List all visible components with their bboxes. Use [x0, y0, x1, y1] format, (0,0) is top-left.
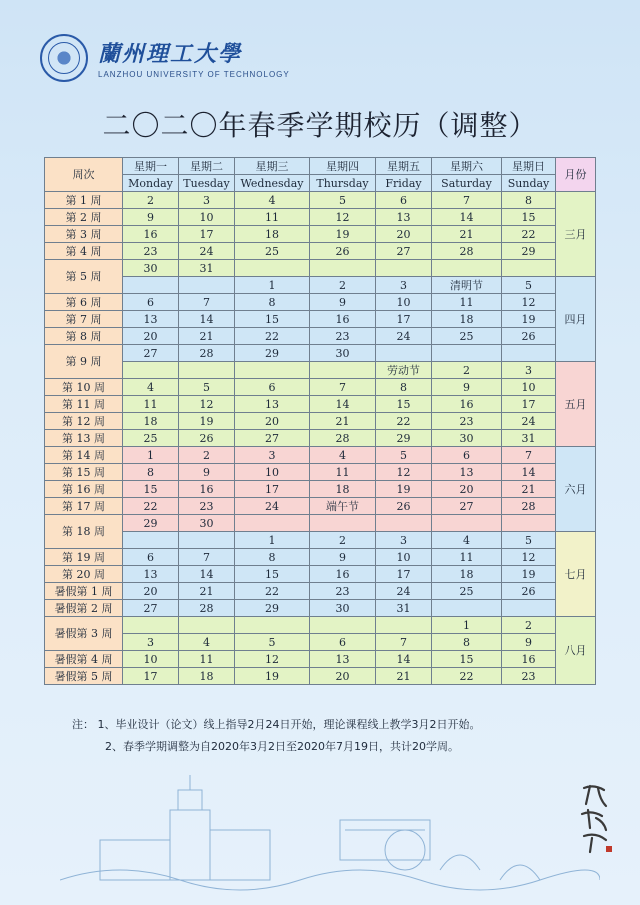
day-cell: 10 [376, 294, 432, 311]
day-cell: 1 [235, 532, 310, 549]
day-cell: 12 [179, 396, 235, 413]
day-cell: 29 [235, 600, 310, 617]
week-label: 第 9 周 [45, 345, 123, 379]
day-cell: 9 [432, 379, 502, 396]
day-cell: 12 [376, 464, 432, 481]
day-cell: 12 [502, 549, 556, 566]
day-cell [432, 515, 502, 532]
table-row [45, 396, 596, 413]
university-seal-icon [40, 34, 88, 82]
day-cell: 29 [235, 345, 310, 362]
day-header-en: Friday [376, 175, 432, 192]
table-row [45, 328, 596, 345]
day-cell [502, 600, 556, 617]
week-label: 第 7 周 [45, 311, 123, 328]
month-column-header: 月份 [556, 158, 596, 192]
day-cell: 19 [235, 668, 310, 685]
day-cell: 10 [179, 209, 235, 226]
day-cell [376, 515, 432, 532]
day-cell: 14 [179, 566, 235, 583]
table-row [45, 430, 596, 447]
day-cell: 6 [235, 379, 310, 396]
calendar-body [45, 192, 596, 685]
day-cell: 21 [179, 328, 235, 345]
day-cell [310, 260, 376, 277]
day-cell: 9 [310, 549, 376, 566]
day-cell: 27 [376, 243, 432, 260]
week-label: 第 11 周 [45, 396, 123, 413]
day-cell: 24 [235, 498, 310, 515]
day-cell: 23 [179, 498, 235, 515]
calligraphy-signature [576, 780, 616, 860]
day-cell: 9 [179, 464, 235, 481]
day-cell: 30 [310, 600, 376, 617]
day-cell [179, 277, 235, 294]
day-cell: 18 [123, 413, 179, 430]
day-cell: 7 [376, 634, 432, 651]
table-row [45, 413, 596, 430]
day-cell: 31 [502, 430, 556, 447]
day-cell: 16 [123, 226, 179, 243]
day-cell: 2 [432, 362, 502, 379]
day-cell: 8 [432, 634, 502, 651]
month-label: 五月 [556, 362, 596, 447]
day-cell: 6 [123, 549, 179, 566]
day-cell: 21 [310, 413, 376, 430]
day-cell: 22 [123, 498, 179, 515]
day-cell: 22 [235, 328, 310, 345]
day-cell: 23 [310, 328, 376, 345]
day-cell: 18 [235, 226, 310, 243]
day-cell [502, 515, 556, 532]
university-name-cn: 蘭州理工大學 [98, 41, 243, 67]
day-cell: 19 [179, 413, 235, 430]
day-cell: 11 [310, 464, 376, 481]
table-row [45, 294, 596, 311]
week-label: 暑假第 4 周 [45, 651, 123, 668]
day-cell: 22 [502, 226, 556, 243]
day-cell: 8 [235, 294, 310, 311]
day-cell [123, 362, 179, 379]
day-cell: 1 [123, 447, 179, 464]
week-label: 第 12 周 [45, 413, 123, 430]
day-cell: 12 [235, 651, 310, 668]
day-cell: 13 [123, 311, 179, 328]
table-row [45, 345, 596, 362]
day-cell [502, 345, 556, 362]
day-cell [235, 617, 310, 634]
day-cell: 5 [235, 634, 310, 651]
week-label: 第 2 周 [45, 209, 123, 226]
day-cell: 18 [179, 668, 235, 685]
day-cell: 16 [310, 566, 376, 583]
day-cell: 12 [310, 209, 376, 226]
day-cell: 25 [432, 328, 502, 345]
day-cell: 18 [432, 311, 502, 328]
day-cell: 22 [235, 583, 310, 600]
day-cell: 31 [376, 600, 432, 617]
day-cell: 10 [123, 651, 179, 668]
day-cell: 4 [123, 379, 179, 396]
day-cell: 22 [376, 413, 432, 430]
day-cell: 7 [310, 379, 376, 396]
day-cell [123, 617, 179, 634]
day-cell: 1 [235, 277, 310, 294]
day-cell: 26 [502, 583, 556, 600]
day-cell: 9 [502, 634, 556, 651]
day-cell: 9 [310, 294, 376, 311]
day-cell: 19 [310, 226, 376, 243]
week-label: 暑假第 2 周 [45, 600, 123, 617]
day-cell: 18 [432, 566, 502, 583]
day-cell: 15 [235, 566, 310, 583]
day-cell: 24 [179, 243, 235, 260]
day-cell [432, 345, 502, 362]
day-cell: 5 [502, 277, 556, 294]
day-header-cn: 星期一 [123, 158, 179, 175]
day-cell: 25 [235, 243, 310, 260]
day-cell: 18 [310, 481, 376, 498]
table-row [45, 379, 596, 396]
week-column-header: 周次 [45, 158, 123, 192]
day-cell: 21 [502, 481, 556, 498]
month-label: 七月 [556, 532, 596, 617]
day-cell: 11 [432, 549, 502, 566]
day-cell: 26 [310, 243, 376, 260]
day-cell: 5 [502, 532, 556, 549]
day-cell: 20 [376, 226, 432, 243]
table-row [45, 192, 596, 209]
day-header-cn: 星期三 [235, 158, 310, 175]
day-cell: 17 [179, 226, 235, 243]
week-label: 第 18 周 [45, 515, 123, 549]
day-cell: 15 [502, 209, 556, 226]
month-label: 八月 [556, 617, 596, 685]
day-header-en: Tuesday [179, 175, 235, 192]
week-label: 暑假第 3 周 [45, 617, 123, 651]
day-cell: 8 [502, 192, 556, 209]
day-cell: 19 [502, 311, 556, 328]
day-cell: 7 [179, 294, 235, 311]
day-cell: 8 [376, 379, 432, 396]
table-row [45, 498, 596, 515]
day-cell: 7 [502, 447, 556, 464]
day-cell [179, 532, 235, 549]
day-cell: 24 [376, 583, 432, 600]
day-cell: 2 [179, 447, 235, 464]
day-cell: 10 [376, 549, 432, 566]
week-label: 第 1 周 [45, 192, 123, 209]
page-title: 二〇二〇年春季学期校历（调整） [102, 109, 538, 142]
table-row [45, 277, 596, 294]
day-cell: 9 [123, 209, 179, 226]
week-label: 第 14 周 [45, 447, 123, 464]
table-row [45, 566, 596, 583]
day-cell [502, 260, 556, 277]
day-header-cn: 星期二 [179, 158, 235, 175]
day-cell: 13 [310, 651, 376, 668]
day-cell: 3 [123, 634, 179, 651]
day-cell: 15 [235, 311, 310, 328]
day-cell: 30 [179, 515, 235, 532]
day-header-en: Saturday [432, 175, 502, 192]
day-cell: 25 [123, 430, 179, 447]
day-cell: 28 [179, 345, 235, 362]
day-cell: 20 [123, 328, 179, 345]
day-cell: 7 [179, 549, 235, 566]
day-cell: 3 [376, 532, 432, 549]
table-row [45, 583, 596, 600]
week-label: 第 4 周 [45, 243, 123, 260]
day-cell: 13 [235, 396, 310, 413]
day-cell: 8 [123, 464, 179, 481]
table-row [45, 600, 596, 617]
day-cell: 6 [376, 192, 432, 209]
table-row [45, 515, 596, 532]
day-cell: 14 [376, 651, 432, 668]
table-row [45, 226, 596, 243]
day-cell: 17 [123, 668, 179, 685]
week-label: 第 13 周 [45, 430, 123, 447]
day-header-cn: 星期五 [376, 158, 432, 175]
day-cell: 3 [376, 277, 432, 294]
day-cell: 23 [123, 243, 179, 260]
day-cell: 3 [502, 362, 556, 379]
day-cell: 清明节 [432, 277, 502, 294]
week-label: 第 16 周 [45, 481, 123, 498]
day-cell: 19 [502, 566, 556, 583]
day-cell: 3 [179, 192, 235, 209]
day-cell: 13 [432, 464, 502, 481]
day-cell [310, 362, 376, 379]
day-cell: 6 [123, 294, 179, 311]
day-cell: 20 [310, 668, 376, 685]
table-row [45, 481, 596, 498]
day-cell: 21 [432, 226, 502, 243]
week-label: 第 3 周 [45, 226, 123, 243]
day-cell: 6 [432, 447, 502, 464]
week-label: 第 17 周 [45, 498, 123, 515]
table-row [45, 651, 596, 668]
day-cell: 30 [432, 430, 502, 447]
day-cell [235, 362, 310, 379]
day-cell: 3 [235, 447, 310, 464]
day-cell: 10 [235, 464, 310, 481]
day-cell: 13 [123, 566, 179, 583]
day-cell: 4 [432, 532, 502, 549]
day-header-cn: 星期六 [432, 158, 502, 175]
week-label: 暑假第 5 周 [45, 668, 123, 685]
day-cell: 27 [123, 345, 179, 362]
day-cell: 17 [502, 396, 556, 413]
day-cell [432, 600, 502, 617]
day-cell: 30 [123, 260, 179, 277]
month-label: 六月 [556, 447, 596, 532]
day-cell [179, 362, 235, 379]
week-label: 第 6 周 [45, 294, 123, 311]
table-row [45, 532, 596, 549]
day-cell: 15 [123, 481, 179, 498]
day-cell: 10 [502, 379, 556, 396]
day-cell: 17 [376, 566, 432, 583]
day-cell: 4 [310, 447, 376, 464]
note-line-1: 注： 1、毕业设计（论文）线上指导2月24日开始，理论课程线上教学3月2日开始。 [72, 718, 481, 731]
day-cell: 2 [310, 532, 376, 549]
day-cell: 22 [432, 668, 502, 685]
day-cell [310, 617, 376, 634]
university-name-en: LANZHOU UNIVERSITY OF TECHNOLOGY [98, 70, 290, 79]
table-row [45, 447, 596, 464]
day-cell: 29 [376, 430, 432, 447]
table-row [45, 362, 596, 379]
day-header-cn: 星期日 [502, 158, 556, 175]
day-cell: 6 [310, 634, 376, 651]
day-cell: 11 [432, 294, 502, 311]
day-cell [123, 277, 179, 294]
day-cell: 1 [432, 617, 502, 634]
day-cell: 24 [502, 413, 556, 430]
month-label: 三月 [556, 192, 596, 277]
table-row [45, 668, 596, 685]
university-header [40, 28, 290, 88]
day-cell: 14 [310, 396, 376, 413]
day-cell: 16 [432, 396, 502, 413]
table-row [45, 243, 596, 260]
day-header-en: Monday [123, 175, 179, 192]
day-cell: 23 [310, 583, 376, 600]
table-row [45, 464, 596, 481]
day-cell: 29 [502, 243, 556, 260]
day-cell: 27 [235, 430, 310, 447]
campus-scenery-illustration [60, 770, 600, 900]
day-header-en: Thursday [310, 175, 376, 192]
day-cell: 15 [432, 651, 502, 668]
day-cell [376, 260, 432, 277]
day-cell: 28 [432, 243, 502, 260]
day-cell: 30 [310, 345, 376, 362]
table-row [45, 634, 596, 651]
day-cell: 7 [432, 192, 502, 209]
day-cell: 11 [235, 209, 310, 226]
day-cell: 20 [123, 583, 179, 600]
day-cell [179, 617, 235, 634]
day-cell: 2 [123, 192, 179, 209]
month-label: 四月 [556, 277, 596, 362]
day-cell: 25 [432, 583, 502, 600]
day-cell: 29 [123, 515, 179, 532]
day-cell: 14 [502, 464, 556, 481]
day-cell: 20 [235, 413, 310, 430]
day-cell: 21 [179, 583, 235, 600]
day-cell: 27 [123, 600, 179, 617]
table-row [45, 549, 596, 566]
day-cell: 4 [235, 192, 310, 209]
day-cell: 23 [502, 668, 556, 685]
day-cell [235, 515, 310, 532]
week-label: 第 20 周 [45, 566, 123, 583]
day-cell: 26 [502, 328, 556, 345]
day-cell: 8 [235, 549, 310, 566]
day-cell [432, 260, 502, 277]
day-cell: 2 [502, 617, 556, 634]
week-label: 第 5 周 [45, 260, 123, 294]
week-label: 第 8 周 [45, 328, 123, 345]
day-cell [235, 260, 310, 277]
day-cell: 12 [502, 294, 556, 311]
day-header-en: Wednesday [235, 175, 310, 192]
week-label: 第 19 周 [45, 549, 123, 566]
note-line-2: 2、春季学期调整为自2020年3月2日至2020年7月19日，共计20学周。 [105, 740, 459, 753]
day-cell: 19 [376, 481, 432, 498]
day-cell: 14 [432, 209, 502, 226]
day-cell: 11 [179, 651, 235, 668]
day-cell: 26 [179, 430, 235, 447]
day-cell: 11 [123, 396, 179, 413]
table-row [45, 311, 596, 328]
day-cell: 28 [179, 600, 235, 617]
week-label: 第 10 周 [45, 379, 123, 396]
day-header-cn: 星期四 [310, 158, 376, 175]
day-cell: 14 [179, 311, 235, 328]
calendar-table [44, 157, 596, 685]
day-cell [376, 617, 432, 634]
day-cell: 28 [310, 430, 376, 447]
day-cell: 24 [376, 328, 432, 345]
day-cell: 端午节 [310, 498, 376, 515]
day-cell: 4 [179, 634, 235, 651]
day-cell: 5 [179, 379, 235, 396]
notes [72, 714, 481, 758]
day-cell: 5 [376, 447, 432, 464]
day-cell: 劳动节 [376, 362, 432, 379]
day-cell: 17 [376, 311, 432, 328]
table-row [45, 209, 596, 226]
day-cell: 5 [310, 192, 376, 209]
day-header-en: Sunday [502, 175, 556, 192]
day-cell: 16 [502, 651, 556, 668]
day-cell: 16 [310, 311, 376, 328]
day-cell: 27 [432, 498, 502, 515]
day-cell: 13 [376, 209, 432, 226]
day-cell: 26 [376, 498, 432, 515]
day-cell: 31 [179, 260, 235, 277]
week-label: 第 15 周 [45, 464, 123, 481]
day-cell: 23 [432, 413, 502, 430]
day-cell: 17 [235, 481, 310, 498]
day-cell: 21 [376, 668, 432, 685]
day-cell [310, 515, 376, 532]
table-row [45, 260, 596, 277]
day-cell [376, 345, 432, 362]
day-cell: 2 [310, 277, 376, 294]
table-row [45, 617, 596, 634]
week-label: 暑假第 1 周 [45, 583, 123, 600]
day-cell: 28 [502, 498, 556, 515]
day-cell: 20 [432, 481, 502, 498]
day-cell: 16 [179, 481, 235, 498]
day-cell: 15 [376, 396, 432, 413]
day-cell [123, 532, 179, 549]
